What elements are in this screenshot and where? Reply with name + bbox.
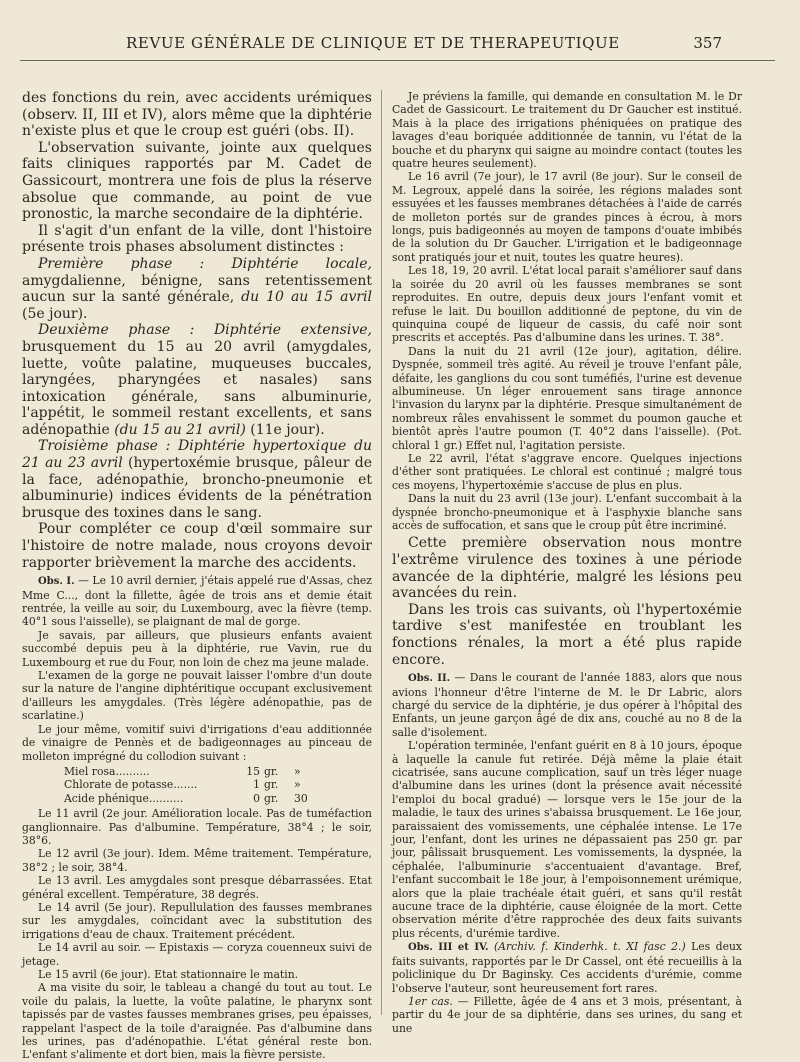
paragraph: L'examen de la gorge ne pouvait laisser l'ombre d'un doute sur la nature de l'angine diphtéritique occupant exclusivement d'ailleurs les amygdales. (Très légère adénopathie, pas de scarlatine.) [22,669,372,723]
page-header [0,34,800,58]
paragraph: Pour compléter ce coup d'œil sommaire sur l'histoire de notre malade, nous croyons devoir rapporter brièvement la marche des accidents. [22,521,372,571]
obs-heading: Obs. I. [38,576,75,588]
paragraph: Les 18, 19, 20 avril. L'état local parait s'améliorer sauf dans la soirée du 20 avril où les fausses membranes se sont reproduites. En outre, depuis deux jours l'enfant vomit et refuse le lait. Du bouillon additionné de peptone, du vin de quinquina coupé de liqueur de cassis, du café noir sont prescrits et acceptés. Pas d'albumine dans les urines. T. 38°. [392,264,742,345]
quantity: 1 [253,778,260,792]
phase-end: (11e jour). [245,421,325,438]
quantity: 15 [246,764,260,778]
prescription [64,765,372,805]
obs-text: — Dans le courant de l'année 1883, alors que nous avions l'honneur d'être l'interne de M. le Dr Labric, alors chargé du service de la diphtérie, je dus opérer à l'hôpital des Enfants, un jeune garçon âgé de dix ans, couché au no 8 de la salle d'isolement. [392,671,742,739]
phase-3-paragraph [22,438,372,521]
column-divider [381,90,382,1015]
paragraph: Le 13 avril. Les amygdales sont presque débarrassées. Etat général excellent. Température, 38 degrés. [22,874,372,901]
ingredient: Chlorate de potasse....... [64,778,198,792]
case-text: — Fillette, âgée de 4 ans et 3 mois, présentant, à partir du 4e jour de sa diphtérie, dans ses urines, du sang et une [392,994,742,1035]
paragraph: Dans la nuit du 23 avril (13e jour). L'enfant succombait à la dyspnée broncho-pneumonique et à l'asphyxie blanche sans accès de suffocation, et sans que le croup pût être incriminé. [392,492,742,532]
ingredient: Miel rosa.......... [64,764,150,778]
phase-2-paragraph [22,322,372,438]
case-paragraph [392,995,742,1035]
prescription-row [64,778,372,791]
paragraph: Il s'agit d'un enfant de la ville, dont l'histoire présente trois phases absolument distinctes : [22,222,372,256]
phase-label: Deuxième phase : Diphtérie extensive, [38,322,372,339]
paragraph: Le 16 avril (7e jour), le 17 avril (8e jour). Sur le conseil de M. Legroux, appelé dans la soirée, les régions malades sont essuyées et les fausses membranes détachées à l'aide de carrés de molleton portés sur de grandes pinces à écrou, à mors longs, puis badigeonnés au moyen de tampons d'ouate imbibés de la solution du Dr Gaucher. L'irrigation et le badigeonnage sont pratiqués jour et nuit, toutes les quatre heures). [392,170,742,264]
paragraph: Je savais, par ailleurs, que plusieurs enfants avaient succombé depuis peu à la diphtérie, rue Vavin, rue du Luxembourg et rue du Four, non loin de chez ma jeune malade. [22,628,372,669]
obs-text: — Le 10 avril dernier, j'étais appelé rue d'Assas, chez Mme C..., dont la fillette, âgée de trois ans et demie était rentrée, la veille au soir, du Luxembourg, avec la fièvre (temp. 40°1 sous l'aisselle), se plaignant de mal de gorge. [22,574,372,629]
right-column [392,90,743,1035]
obs-heading: Obs. II. [408,673,451,685]
paragraph: Le 14 avril (5e jour). Repullulation des fausses membranes sur les amygdales, coïncidant avec la substitution des irrigations d'eau de chaux. Traitement précédent. [22,900,372,941]
paragraph: Le 14 avril au soir. — Epistaxis — coryza couenneux suivi de jetage. [22,941,372,968]
unit: gr. [264,764,279,778]
unit: gr. [264,791,279,805]
obs-2-paragraph [392,671,742,739]
phase-text: amygdalienne, bénigne, sans retentissement aucun sur la santé générale, [22,272,372,306]
obs-3-4-paragraph [392,940,742,995]
paragraph: Le 15 avril (6e jour). Etat stationnaire le matin. [38,968,299,981]
phase-end: (5e jour). [22,305,88,322]
obs-heading: Obs. III et IV. [408,942,489,954]
obs-1-paragraph [22,574,372,629]
obs-text: Les deux faits suivants, rapportés par le Dr Cassel, ont été recueillis à la policlinique du Dr Baginsky. Ces accidents d'urémie, comme l'observe l'auteur, sont heureusement fort rares. [392,940,743,995]
paragraph: A ma visite du soir, le tableau a changé du tout au tout. Le voile du palais, la luette, la voûte palatine, le pharynx sont tapissés par de vastes fausses membranes grises, peu épaisses, rappelant l'aspect de la toile d'araignée. Pas d'albumine dans les urines, pas d'adénopathie. L'état général reste bon. L'enfant s'alimente et dort bien, mais la fièvre persiste. [22,981,372,1062]
paragraph: Je préviens la famille, qui demande en consultation M. le Dr Cadet de Gassicourt. Le traitement du Dr Gaucher est institué. Mais à la place des irrigations phéniquées on pratique des lavages d'eau boriquée additionnée de tannin, vu l'état de la bouche et du pharynx qui saigne au moindre contact (toutes les quatre heures seulement). [392,90,742,171]
ingredient: Acide phénique.......... [64,791,184,805]
paragraph: L'observation suivante, jointe aux quelques faits cliniques rapportés par M. Cadet de Gassicourt, montrera une fois de plus la réserve absolue que commande, au point de vue pronostic, la marche secondaire de la diphtérie. [22,139,372,223]
fraction: » [294,764,301,778]
paragraph: Le 22 avril, l'état s'aggrave encore. Quelques injections d'éther sont pratiquées. Le chloral est continué ; malgré tous ces moyens, l'hypertoxémie s'accuse de plus en plus. [392,451,742,492]
quantity: 0 [253,791,260,805]
phase-date: du 10 au 15 avril [234,289,373,306]
phase-label: Troisième phase : Diphtérie hypertoxique du 21 au 23 avril [22,438,372,472]
unit: gr. [264,778,279,792]
fraction: » [294,778,301,792]
phase-date: (du 15 au 21 avril) [109,421,246,438]
case-label: 1er cas. [408,994,453,1008]
paragraph: Le jour même, vomitif suivi d'irrigations d'eau additionnée de vinaigre de Pennès et de badigeonnages au pinceau de molleton imprégné du collodion suivant : [22,722,372,763]
phase-text: brusquement du 15 au 20 avril (amygdales, luette, voûte palatine, muqueuses buccales, laryngées, pharyngées et nasales) sans intoxication générale, sans albuminurie, l'appétit, le sommeil restant excellents, et sans adénopathie [22,338,372,438]
phase-label: Première phase : Diphtérie locale, [38,255,372,272]
fraction: 30 [294,791,308,805]
paragraph: Le 11 avril (2e jour. Amélioration locale. Pas de tuméfaction ganglionnaire. Pas d'albumine. Température, 38°4 ; le soir, 38°6. [22,807,372,847]
paragraph: des fonctions du rein, avec accidents urémiques (observ. II, III et IV), alors même que la diphtérie n'existe plus et que le croup est guéri (obs. II). [22,90,372,140]
prescription-row [64,792,372,805]
phase-text: (hypertoxémie brusque, pâleur de la face, adénopathie, broncho-pneumonie et albuminurie) indices évidents de la pénétration brusque des toxines dans le sang. [22,455,373,521]
paragraph: Cette première observation nous montre l'extrême virulence des toxines à une période avancée de la diphtérie, malgré les lésions peu avancées du rein. [392,535,742,602]
header-rule [20,60,775,61]
prescription-row [64,765,372,778]
phase-1-paragraph [22,256,372,322]
paragraph: Dans les trois cas suivants, où l'hypertoxémie tardive s'est manifestée en troublant les fonctions rénales, la mort a été plus rapide encore. [392,601,742,668]
left-column [22,90,373,1062]
paragraph: Le 12 avril (3e jour). Idem. Même traitement. Température, 38°2 ; le soir, 38°4. [22,847,372,874]
obs-reference: (Archiv. f. Kinderhk. t. XI fasc 2.) [488,940,686,954]
paragraph: L'opération terminée, l'enfant guérit en 8 à 10 jours, époque à laquelle la canule fut retirée. Déjà même la plaie était cicatrisée, sans aucune complication, sauf un très léger nuage d'albumine dans les urines (dont la présence avait nécessité l'emploi du bocal gradué) — lorsque vers le 15e jour de la maladie, le taux des urines s'abaissa brusquement. Le 16e jour, paraissaient des vomissements, une céphalée intense. Le 17e jour, l'enfant, dont les urines ne dépassaient pas 250 gr. par jour, pâlissait brusquement. Les vomissements, la dyspnée, la céphalée, l'albuminurie s'accentuaient d'avantage. Bref, l'enfant succombait le 18e jour, à l'empoisonnement urémique, alors que la plaie trachéale était guéri, et sans qu'il restât aucune trace de la diphtérie, cause éloignée de la mort. Cette observation mérite d'être rapprochée des deux faits suivants plus récents, d'urémie tardive. [392,739,742,940]
running-title: REVUE GÉNÉRALE DE CLINIQUE ET DE THERAPEUTIQUE [126,34,620,52]
paragraph: Dans la nuit du 21 avril (12e jour), agitation, délire. Dyspnée, sommeil très agité. Au réveil je trouve l'enfant pâle, défaite, les ganglions du cou sont tuméfiés, l'urine est devenue albumineuse. Un léger enrouement sans tirage annonce l'invasion du larynx par la diphtérie. Presque simultanément de nombreux râles envahissent le sommet du poumon gauche et bientôt après l'autre poumon (T. 40°2 dans l'aisselle). (Pot. chloral 1 gr.) Effet nul, l'agitation persiste. [392,344,742,452]
page-number: 357 [693,34,722,52]
